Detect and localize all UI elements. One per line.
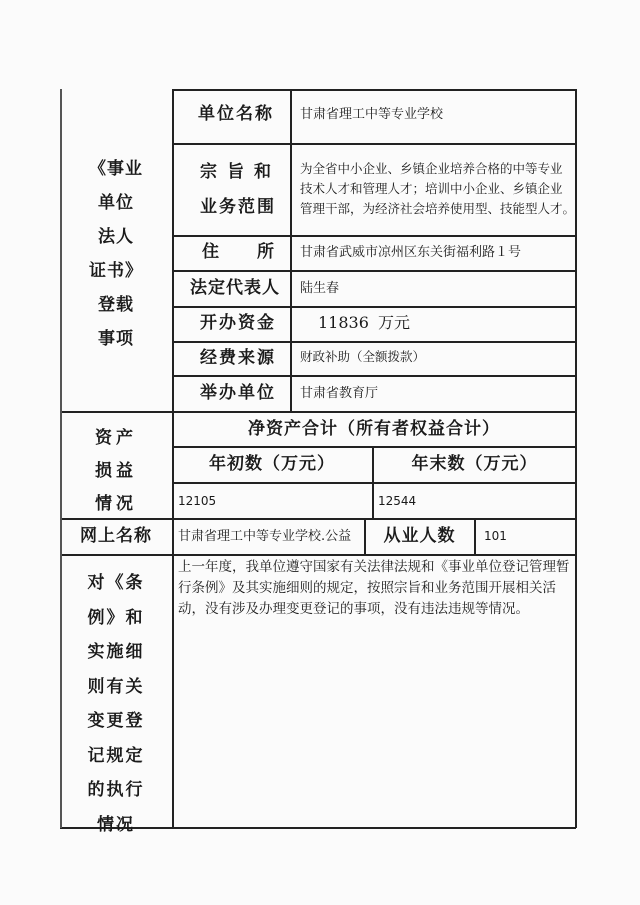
legal-rep-value: 陆生春 xyxy=(300,281,340,296)
address-value: 甘肃省武威市凉州区东关街福利路１号 xyxy=(300,245,522,260)
funding-value: 财政补助（全额拨款） xyxy=(300,349,426,364)
row-line xyxy=(172,306,576,308)
row-line xyxy=(172,446,576,448)
net-assets-header: 净资产合计（所有者权益合计） xyxy=(248,419,500,439)
row-line xyxy=(60,554,576,556)
capital-amount: 11836 xyxy=(318,313,369,332)
compliance-text: 上一年度，我单位遵守国家有关法律法规和《事业单位登记管理暂行条例》及其实施细则的规定，按照宗旨和业务范围开展相关活动，没有涉及办理变更登记的事项，没有违法违规等情况。 xyxy=(178,559,570,617)
capital-unit: 万元 xyxy=(378,313,411,332)
compliance-section-label: 对《条 例》和 实施细 则有关 变更登 记规定 的执行 情况 xyxy=(87,573,145,835)
row-line xyxy=(172,341,576,343)
row-line xyxy=(172,143,576,145)
assets-section-label: 资产 损益 情况 xyxy=(95,428,137,514)
address-label: 住所 xyxy=(202,242,312,262)
online-name-value: 甘肃省理工中等专业学校.公益 xyxy=(178,529,352,544)
registration-section-label: 《事业 单位 法人 证书》 登载 事项 xyxy=(89,159,143,349)
end-year-value: 12544 xyxy=(378,494,417,508)
purpose-line: 为全省中小企业、乡镇企业培养合格的中等专业 xyxy=(300,161,563,176)
unit-name-label: 单位名称 xyxy=(198,104,274,124)
sponsor-value: 甘肃省教育厅 xyxy=(300,386,379,401)
begin-year-value: 12105 xyxy=(178,494,217,508)
purpose-line: 管理干部，为经济社会培养使用型、技能型人才。 xyxy=(300,201,576,216)
staff-count-value: 101 xyxy=(484,529,507,543)
online-name-label: 网上名称 xyxy=(80,526,152,546)
row-line xyxy=(172,482,576,484)
purpose-label-line1: 宗旨和 xyxy=(200,162,281,182)
staff-count-label: 从业人数 xyxy=(383,526,456,546)
sponsor-label: 举办单位 xyxy=(200,383,276,403)
row-line xyxy=(172,89,576,91)
col-line xyxy=(474,518,476,554)
row-line xyxy=(172,375,576,377)
purpose-label-line2: 业务范围 xyxy=(200,197,276,217)
unit-name-value: 甘肃省理工中等专业学校 xyxy=(300,107,444,122)
row-line xyxy=(172,270,576,272)
begin-year-label: 年初数（万元） xyxy=(209,454,335,474)
funding-label: 经费来源 xyxy=(200,348,276,368)
end-year-label: 年末数（万元） xyxy=(411,454,538,474)
legal-rep-label: 法定代表人 xyxy=(190,278,280,298)
capital-label: 开办资金 xyxy=(200,313,276,333)
row-line xyxy=(172,235,576,237)
purpose-line: 技术人才和管理人才；培训中小企业、乡镇企业 xyxy=(300,181,563,196)
row-line xyxy=(60,411,576,413)
